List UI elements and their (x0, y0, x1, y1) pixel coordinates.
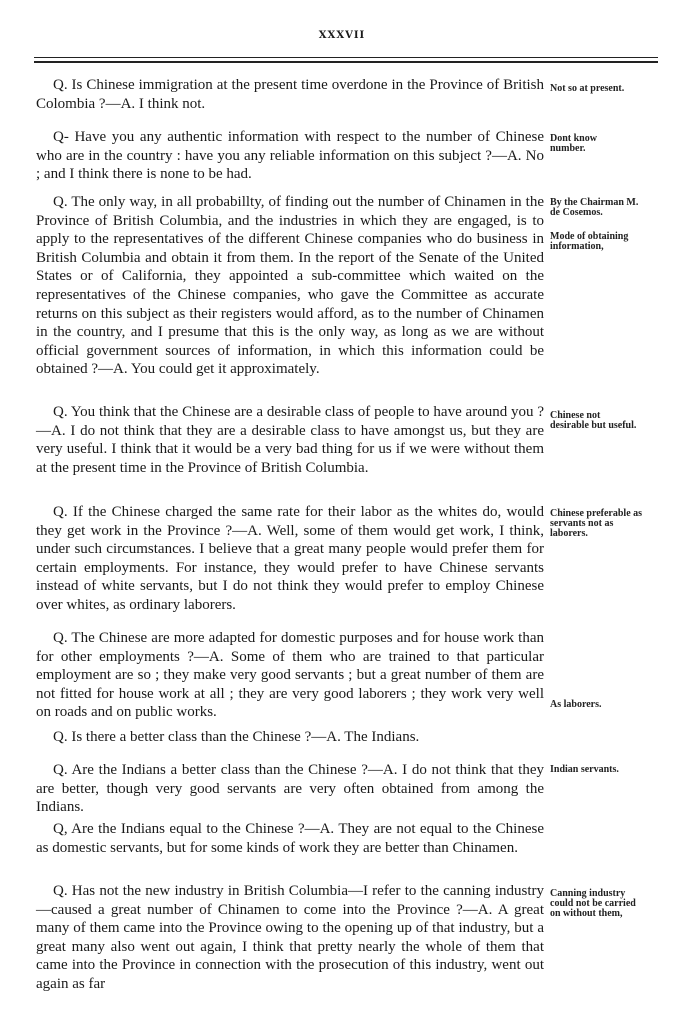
qa-paragraph: Q, Are the Indians equal to the Chinese ?—A. They are not equal to the Chinese as domestic servants, but for some kinds of work they are better than Chinamen. (36, 821, 544, 856)
margin-note: By the Chairman M. de Cosemos. (550, 197, 639, 218)
qa-paragraph: Q. Is Chinese immigration at the present time overdone in the Province of British Colombia ?—A. I think not. (36, 77, 544, 112)
margin-note: Not so at present. (550, 83, 625, 94)
qa-entry-2 (36, 128, 544, 184)
header-rule-thin (34, 57, 658, 58)
qa-paragraph: Q. The only way, in all probabillty, of finding out the number of Chinamen in the Province of British Columbia, and the industries in which they are engaged, is to apply to the representatives of the different Chinese companies who do business in British Columbia and obtain it from them. In the report of the Senate of the United States or of California, they appointed a sub-committee which waited on the representatives of the Chinese companies, who gave the Committee as accurate returns on this subject as their registers would afford, as to the number of Chinamen in the country, and I presume that this is the only way, as long as we are without official government sources of information, in which this information could be obtained ?—A. You could get it approximately. (36, 194, 544, 378)
qa-paragraph: Q. The Chinese are more adapted for domestic purposes and for house work than for other employments ?—A. Some of them who are trained to that particular employment are so ; they make very good servants ; but a great number of them are not fitted for house work at all ; they are very good laborers ; they work very well on roads and on public works. (36, 630, 544, 721)
qa-entry-8 (36, 761, 544, 817)
qa-entry-10 (36, 882, 544, 994)
qa-entry-7 (36, 728, 544, 747)
header-rule-thick (34, 61, 658, 63)
qa-entry-6 (36, 629, 544, 722)
qa-entry-9 (36, 820, 544, 857)
margin-note: Mode of obtaining information, (550, 231, 629, 252)
page-number: XXXVII (318, 30, 366, 41)
qa-paragraph: Q. Are the Indians a better class than the Chinese ?—A. I do not think that they are better, though very good servants are very often obtained from among the Indians. (36, 762, 544, 816)
qa-entry-3 (36, 193, 544, 379)
qa-entry-1 (36, 76, 544, 113)
qa-paragraph: Q. If the Chinese charged the same rate for their labor as the whites do, would they get work in the Province ?—A. Well, some of them would get work, I think, under such circumstances. I believe that a great many people would prefer them for certain employments. For instance, they would prefer to have Chinese servants instead of white servants, but I do not think they would prefer to employ Chinese over whites, as ordinary laborers. (36, 504, 544, 613)
qa-entry-4 (36, 403, 544, 477)
margin-note: Chinese preferable as servants not as laborers. (550, 508, 643, 539)
margin-note: Canning industry could not be carried on without them, (550, 888, 636, 919)
margin-note: Chinese not desirable but useful. (550, 410, 637, 431)
margin-note: As laborers. (550, 699, 602, 710)
qa-paragraph: Q- Have you any authentic information with respect to the number of Chinese who are in the country : have you any reliable information on this subject ?—A. No ; and I think there is none to be had. (36, 129, 544, 183)
margin-note: Indian servants. (550, 764, 619, 775)
qa-paragraph: Q. Is there a better class than the Chinese ?—A. The Indians. (53, 729, 420, 745)
qa-paragraph: Q. Has not the new industry in British Columbia—I refer to the canning industry—caused a great number of Chinamen to come into the Province ?—A. A great many of them came into the Province owing to the opening up of that industry, but a great many also went out again, I think that pretty nearly the whole of them that came into the Province in connection with the prosecution of this industry, went out again as far (36, 883, 544, 992)
qa-paragraph: Q. You think that the Chinese are a desirable class of people to have around you ?—A. I do not think that they are a desirable class to have amongst us, but they are very useful. I think that it would be a very bad thing for us if we were without them at the present time in the Province of British Columbia. (36, 404, 544, 476)
qa-entry-5 (36, 503, 544, 615)
margin-note: Dont know number. (550, 133, 597, 154)
